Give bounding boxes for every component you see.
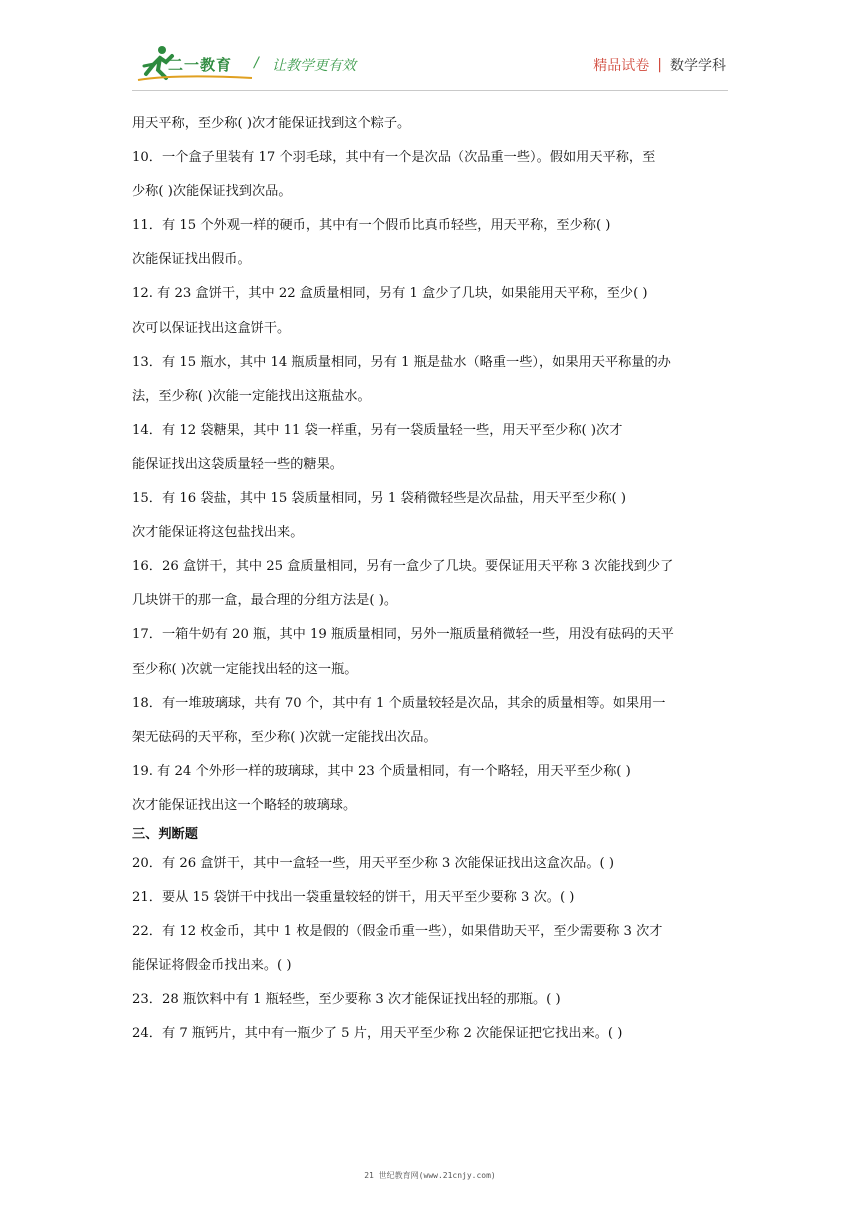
question-22-line-1: 22．有 12 枚金币，其中 1 枚是假的（假金币重一些），如果借助天平，至少需要称 3 次才	[132, 924, 663, 940]
tag-premium: 精品试卷	[593, 58, 650, 74]
question-13-line-2: 法，至少称( )次能一定能找出这瓶盐水。	[132, 388, 371, 404]
tag-subject: 数学学科	[670, 58, 726, 74]
question-12-line-2: 次可以保证找出这盒饼干。	[132, 320, 291, 336]
question-14-line-2: 能保证找出这袋质量轻一些的糖果。	[132, 456, 343, 472]
question-10-line-1: 10．一个盒子里装有 17 个羽毛球，其中有一个是次品（次品重一些）。假如用天平称，至	[132, 150, 656, 166]
question-24-line: 24．有 7 瓶钙片，其中有一瓶少了 5 片，用天平至少称 2 次能保证把它找出来。( )	[132, 1026, 623, 1042]
question-18-line-1: 18．有一堆玻璃球，共有 70 个，其中有 1 个质量较轻是次品，其余的质量相等。如果用一	[132, 695, 666, 711]
question-17-line-1: 17．一箱牛奶有 20 瓶，其中 19 瓶质量相同，另外一瓶质量稍微轻一些，用没有砝码的天平	[132, 627, 674, 643]
question-17-line-2: 至少称( )次就一定能找出轻的这一瓶。	[132, 661, 358, 677]
question-18-line-2: 架无砝码的天平称，至少称( )次就一定能找出次品。	[132, 729, 437, 745]
question-19-line-1: 19. 有 24 个外形一样的玻璃球，其中 23 个质量相同，有一个略轻，用天平至少称( )	[132, 763, 631, 779]
question-12-line-1: 12. 有 23 盒饼干，其中 22 盒质量相同，另有 1 盒少了几块，如果能用天平称，至少( )	[132, 286, 648, 302]
question-20-line: 20．有 26 盒饼干，其中一盒轻一些，用天平至少称 3 次能保证找出这盒次品。( )	[132, 855, 615, 871]
page-header	[0, 0, 860, 100]
header-slash: /	[254, 55, 259, 71]
question-11-line-2: 次能保证找出假币。	[132, 252, 251, 268]
header-tags	[593, 55, 726, 75]
question-13-line-1: 13．有 15 瓶水，其中 14 瓶质量相同，另有 1 瓶是盐水（略重一些），如果用天平称量的办	[132, 354, 671, 370]
question-16-line-1: 16．26 盒饼干，其中 25 盒质量相同，另有一盒少了几块。要保证用天平称 3 次能找到少了	[132, 559, 674, 575]
question-23-line: 23．28 瓶饮料中有 1 瓶轻些，至少要称 3 次才能保证找出轻的那瓶。( )	[132, 992, 561, 1008]
question-11-line-1: 11．有 15 个外观一样的硬币，其中有一个假币比真币轻些，用天平称，至少称( )	[132, 218, 611, 234]
header-divider	[132, 90, 728, 91]
section-title: 三、判断题	[132, 826, 198, 842]
question-14-line-1: 14．有 12 袋糖果，其中 11 袋一样重，另有一袋质量轻一些，用天平至少称( )次才	[132, 422, 623, 438]
question-10-line-2: 少称( )次能保证找到次品。	[132, 184, 292, 200]
tag-separator: |	[657, 57, 662, 73]
logo-text: 二一教育	[168, 56, 233, 74]
question-22-line-2: 能保证将假金币找出来。( )	[132, 958, 292, 974]
page-footer: 21 世纪教育网(www.21cnjy.com)	[364, 1171, 496, 1180]
question-15-line-2: 次才能保证将这包盐找出来。	[132, 525, 304, 541]
question-21-line: 21．要从 15 袋饼干中找出一袋重量较轻的饼干，用天平至少要称 3 次。( )	[132, 890, 575, 906]
question-15-line-1: 15．有 16 袋盐，其中 15 袋质量相同，另 1 袋稍微轻些是次品盐，用天平至少称( )	[132, 491, 626, 507]
question-19-line-2: 次才能保证找出这一个略轻的玻璃球。	[132, 797, 357, 813]
document-body	[132, 107, 732, 1052]
header-slogan: 让教学更有效	[272, 58, 356, 74]
text-line: 用天平称，至少称( )次才能保证找到这个粽子。	[132, 116, 411, 131]
question-16-line-2: 几块饼干的那一盒，最合理的分组方法是( )。	[132, 593, 398, 609]
